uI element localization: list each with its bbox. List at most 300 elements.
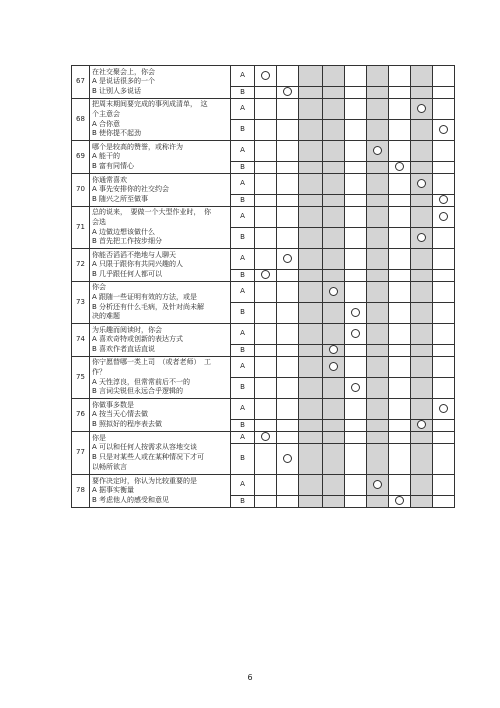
question-line: 为乐趣而阅读时，你会: [92, 325, 162, 334]
question-line: 哪个是较高的赞誉，或称许为: [92, 142, 183, 151]
answer-cell[interactable]: [433, 141, 455, 162]
answer-cell[interactable]: [345, 162, 367, 174]
answer-cell[interactable]: [255, 357, 277, 378]
answer-cell[interactable]: [433, 399, 455, 420]
answer-cell[interactable]: [255, 120, 277, 141]
circle-mark-icon: [351, 308, 360, 317]
question-line: 作？: [92, 367, 106, 376]
question-line: 决的难题: [92, 312, 120, 321]
answer-cell[interactable]: [255, 475, 277, 496]
answer-cell[interactable]: [389, 66, 411, 87]
answer-cell[interactable]: [277, 475, 299, 496]
option-label: A: [231, 249, 255, 270]
answer-cell[interactable]: [345, 378, 367, 399]
circle-mark-icon: [439, 404, 448, 413]
answer-cell[interactable]: [255, 420, 277, 432]
option-label: B: [231, 303, 255, 324]
answer-cell[interactable]: [277, 162, 299, 174]
question-line: B 喜欢作者直话直说: [92, 344, 156, 353]
answer-cell[interactable]: [299, 270, 323, 282]
answer-cell[interactable]: [323, 432, 345, 444]
answer-cell[interactable]: [277, 270, 299, 282]
page-number: 6: [247, 673, 253, 682]
answer-cell[interactable]: [299, 174, 323, 195]
answer-cell[interactable]: [255, 378, 277, 399]
option-label: A: [231, 141, 255, 162]
answer-cell[interactable]: [433, 174, 455, 195]
question-line: 你会: [92, 283, 106, 292]
question-line: A 据事实衡量: [92, 486, 135, 495]
circle-mark-icon: [283, 454, 292, 463]
circle-mark-icon: [351, 329, 360, 338]
answer-cell[interactable]: [323, 357, 345, 378]
question-line: 你做事多数是: [92, 400, 134, 409]
answer-cell[interactable]: [411, 141, 433, 162]
answer-cell[interactable]: [345, 120, 367, 141]
question-text: [90, 324, 231, 357]
question-row: [72, 432, 455, 444]
answer-cell[interactable]: [277, 496, 299, 508]
answer-cell[interactable]: [255, 432, 277, 444]
answer-cell[interactable]: [367, 282, 389, 303]
answer-cell[interactable]: [299, 282, 323, 303]
question-row: [72, 174, 455, 195]
answer-cell[interactable]: [411, 444, 433, 475]
answer-cell[interactable]: [367, 444, 389, 475]
answer-cell[interactable]: [323, 303, 345, 324]
question-row: [72, 399, 455, 420]
answer-cell[interactable]: [323, 249, 345, 270]
answer-cell[interactable]: [277, 99, 299, 120]
answer-cell[interactable]: [299, 162, 323, 174]
answer-cell[interactable]: [299, 324, 323, 345]
question-line: 会选: [92, 217, 106, 226]
answer-cell[interactable]: [255, 303, 277, 324]
question-number: 68: [72, 99, 90, 141]
answer-cell[interactable]: [367, 207, 389, 228]
option-label: B: [231, 162, 255, 174]
answer-cell[interactable]: [433, 162, 455, 174]
answer-cell[interactable]: [345, 249, 367, 270]
answer-cell[interactable]: [367, 66, 389, 87]
answer-cell[interactable]: [389, 303, 411, 324]
question-line: B 首先把工作按步细分: [92, 237, 163, 246]
answer-cell[interactable]: [345, 207, 367, 228]
answer-cell[interactable]: [255, 162, 277, 174]
answer-cell[interactable]: [411, 174, 433, 195]
answer-cell[interactable]: [323, 496, 345, 508]
answer-cell[interactable]: [389, 496, 411, 508]
answer-cell[interactable]: [389, 432, 411, 444]
question-line: A 事先安排你的社交约会: [92, 185, 170, 194]
question-line: 你是: [92, 433, 106, 442]
answer-cell[interactable]: [277, 249, 299, 270]
answer-cell[interactable]: [411, 195, 433, 207]
answer-cell[interactable]: [345, 303, 367, 324]
question-number: 72: [72, 249, 90, 282]
answer-cell[interactable]: [389, 399, 411, 420]
answer-cell[interactable]: [255, 87, 277, 99]
circle-mark-icon: [283, 87, 292, 96]
answer-cell[interactable]: [411, 357, 433, 378]
question-line: A 合你意: [92, 119, 121, 128]
question-number: 71: [72, 207, 90, 249]
answer-cell[interactable]: [367, 475, 389, 496]
question-number: 70: [72, 174, 90, 207]
question-row: [72, 207, 455, 228]
answer-cell[interactable]: [299, 249, 323, 270]
answer-cell[interactable]: [323, 270, 345, 282]
question-row: [72, 324, 455, 345]
answer-cell[interactable]: [255, 99, 277, 120]
question-text: [90, 282, 231, 324]
answer-cell[interactable]: [277, 141, 299, 162]
option-label: A: [231, 357, 255, 378]
answer-cell[interactable]: [277, 66, 299, 87]
answer-cell[interactable]: [433, 99, 455, 120]
answer-cell[interactable]: [411, 270, 433, 282]
option-label: B: [231, 496, 255, 508]
answer-cell[interactable]: [255, 399, 277, 420]
answer-cell[interactable]: [367, 357, 389, 378]
answer-cell[interactable]: [345, 195, 367, 207]
answer-cell[interactable]: [389, 444, 411, 475]
answer-cell[interactable]: [367, 399, 389, 420]
answer-cell[interactable]: [323, 345, 345, 357]
answer-cell[interactable]: [323, 207, 345, 228]
answer-cell[interactable]: [345, 174, 367, 195]
answer-cell[interactable]: [367, 324, 389, 345]
answer-cell[interactable]: [345, 324, 367, 345]
answer-cell[interactable]: [389, 99, 411, 120]
answer-cell[interactable]: [299, 141, 323, 162]
question-line: A 天性淳良，但常常前后不一的: [92, 377, 191, 386]
questionnaire-table: [71, 65, 455, 508]
answer-cell[interactable]: [299, 420, 323, 432]
question-text: [90, 249, 231, 282]
circle-mark-icon: [373, 480, 382, 489]
answer-cell[interactable]: [367, 249, 389, 270]
answer-cell[interactable]: [255, 207, 277, 228]
answer-cell[interactable]: [433, 345, 455, 357]
answer-cell[interactable]: [277, 444, 299, 475]
answer-cell[interactable]: [299, 378, 323, 399]
circle-mark-icon: [261, 432, 270, 441]
answer-cell[interactable]: [389, 378, 411, 399]
answer-cell[interactable]: [345, 420, 367, 432]
answer-cell[interactable]: [411, 399, 433, 420]
question-text: [90, 432, 231, 475]
question-line: 总的说来， 要做一个大型作业时， 你: [92, 208, 211, 217]
option-label: B: [231, 87, 255, 99]
answer-cell[interactable]: [345, 496, 367, 508]
answer-cell[interactable]: [277, 303, 299, 324]
answer-cell[interactable]: [367, 270, 389, 282]
answer-cell[interactable]: [323, 99, 345, 120]
answer-cell[interactable]: [345, 357, 367, 378]
answer-cell[interactable]: [255, 496, 277, 508]
answer-cell[interactable]: [433, 195, 455, 207]
answer-cell[interactable]: [299, 496, 323, 508]
question-line: B 富有同情心: [92, 161, 135, 170]
answer-cell[interactable]: [277, 228, 299, 249]
answer-cell[interactable]: [323, 162, 345, 174]
answer-cell[interactable]: [367, 162, 389, 174]
question-number: 73: [72, 282, 90, 324]
question-line: A 按当天心情去做: [92, 410, 149, 419]
answer-cell[interactable]: [345, 282, 367, 303]
answer-cell[interactable]: [345, 141, 367, 162]
question-line: 在社交聚会上，你会: [92, 67, 155, 76]
answer-cell[interactable]: [255, 270, 277, 282]
answer-cell[interactable]: [433, 120, 455, 141]
answer-cell[interactable]: [411, 378, 433, 399]
answer-cell[interactable]: [433, 378, 455, 399]
answer-cell[interactable]: [389, 87, 411, 99]
answer-cell[interactable]: [277, 195, 299, 207]
answer-cell[interactable]: [345, 228, 367, 249]
answer-cell[interactable]: [433, 357, 455, 378]
answer-cell[interactable]: [411, 87, 433, 99]
question-row: [72, 282, 455, 303]
question-line: B 几乎跟任何人都可以: [92, 269, 163, 278]
option-label: A: [231, 399, 255, 420]
answer-cell[interactable]: [389, 324, 411, 345]
question-line: B 使你提不起劲: [92, 129, 142, 138]
answer-cell[interactable]: [277, 207, 299, 228]
answer-cell[interactable]: [299, 99, 323, 120]
circle-mark-icon: [395, 496, 404, 505]
answer-cell[interactable]: [367, 378, 389, 399]
answer-cell[interactable]: [389, 207, 411, 228]
answer-cell[interactable]: [323, 282, 345, 303]
question-text: [90, 66, 231, 99]
circle-mark-icon: [329, 287, 338, 296]
question-row: [72, 141, 455, 162]
question-line: 你宁愿替哪一类上司 （或者老师） 工: [92, 358, 211, 367]
answer-cell[interactable]: [389, 174, 411, 195]
answer-cell[interactable]: [255, 249, 277, 270]
answer-cell[interactable]: [367, 228, 389, 249]
answer-cell[interactable]: [367, 174, 389, 195]
question-line: A 是说话很多的一个: [92, 77, 156, 86]
circle-mark-icon: [417, 179, 426, 188]
answer-cell[interactable]: [255, 66, 277, 87]
answer-cell[interactable]: [389, 141, 411, 162]
answer-cell[interactable]: [255, 324, 277, 345]
answer-cell[interactable]: [277, 432, 299, 444]
answer-cell[interactable]: [345, 66, 367, 87]
answer-cell[interactable]: [255, 444, 277, 475]
answer-cell[interactable]: [277, 87, 299, 99]
answer-cell[interactable]: [323, 324, 345, 345]
answer-cell[interactable]: [323, 228, 345, 249]
answer-cell[interactable]: [433, 270, 455, 282]
answer-cell[interactable]: [299, 399, 323, 420]
answer-cell[interactable]: [299, 345, 323, 357]
answer-cell[interactable]: [277, 282, 299, 303]
answer-cell[interactable]: [433, 87, 455, 99]
option-label: B: [231, 444, 255, 475]
answer-cell[interactable]: [299, 303, 323, 324]
answer-cell[interactable]: [411, 66, 433, 87]
question-number: 74: [72, 324, 90, 357]
answer-cell[interactable]: [299, 475, 323, 496]
answer-cell[interactable]: [389, 282, 411, 303]
answer-cell[interactable]: [411, 228, 433, 249]
answer-cell[interactable]: [389, 270, 411, 282]
answer-cell[interactable]: [433, 303, 455, 324]
answer-cell[interactable]: [389, 357, 411, 378]
answer-cell[interactable]: [367, 420, 389, 432]
answer-cell[interactable]: [433, 249, 455, 270]
answer-cell[interactable]: [299, 87, 323, 99]
answer-cell[interactable]: [255, 345, 277, 357]
answer-cell[interactable]: [277, 378, 299, 399]
answer-cell[interactable]: [433, 432, 455, 444]
answer-cell[interactable]: [433, 324, 455, 345]
answer-cell[interactable]: [411, 207, 433, 228]
question-row: [72, 99, 455, 120]
answer-cell[interactable]: [323, 174, 345, 195]
answer-cell[interactable]: [367, 141, 389, 162]
answer-cell[interactable]: [367, 120, 389, 141]
answer-cell[interactable]: [433, 444, 455, 475]
option-label: A: [231, 207, 255, 228]
answer-cell[interactable]: [411, 99, 433, 120]
answer-cell[interactable]: [367, 99, 389, 120]
answer-cell[interactable]: [345, 99, 367, 120]
answer-cell[interactable]: [277, 420, 299, 432]
answer-cell[interactable]: [411, 282, 433, 303]
answer-cell[interactable]: [277, 324, 299, 345]
answer-cell[interactable]: [433, 496, 455, 508]
answer-cell[interactable]: [323, 141, 345, 162]
answer-cell[interactable]: [433, 207, 455, 228]
answer-cell[interactable]: [277, 174, 299, 195]
answer-cell[interactable]: [299, 120, 323, 141]
answer-cell[interactable]: [299, 432, 323, 444]
answer-cell[interactable]: [389, 345, 411, 357]
question-text: [90, 174, 231, 207]
question-number: 75: [72, 357, 90, 399]
answer-cell[interactable]: [433, 282, 455, 303]
answer-cell[interactable]: [367, 496, 389, 508]
answer-cell[interactable]: [411, 432, 433, 444]
answer-cell[interactable]: [367, 432, 389, 444]
circle-mark-icon: [373, 146, 382, 155]
answer-cell[interactable]: [277, 120, 299, 141]
answer-cell[interactable]: [299, 444, 323, 475]
answer-cell[interactable]: [411, 496, 433, 508]
answer-cell[interactable]: [323, 444, 345, 475]
answer-cell[interactable]: [323, 475, 345, 496]
answer-cell[interactable]: [299, 357, 323, 378]
answer-cell[interactable]: [323, 399, 345, 420]
answer-cell[interactable]: [389, 228, 411, 249]
answer-cell[interactable]: [345, 475, 367, 496]
answer-cell[interactable]: [299, 195, 323, 207]
answer-cell[interactable]: [255, 195, 277, 207]
answer-cell[interactable]: [433, 420, 455, 432]
circle-mark-icon: [417, 233, 426, 242]
answer-cell[interactable]: [345, 444, 367, 475]
answer-cell[interactable]: [411, 162, 433, 174]
answer-cell[interactable]: [277, 357, 299, 378]
answer-cell[interactable]: [323, 66, 345, 87]
question-text: [90, 99, 231, 141]
answer-cell[interactable]: [277, 345, 299, 357]
option-label: B: [231, 345, 255, 357]
answer-cell[interactable]: [411, 420, 433, 432]
answer-cell[interactable]: [389, 162, 411, 174]
answer-cell[interactable]: [433, 66, 455, 87]
answer-cell[interactable]: [411, 249, 433, 270]
option-label: B: [231, 195, 255, 207]
question-number: 76: [72, 399, 90, 432]
answer-cell[interactable]: [299, 228, 323, 249]
answer-cell[interactable]: [411, 475, 433, 496]
answer-cell[interactable]: [323, 378, 345, 399]
answer-cell[interactable]: [389, 195, 411, 207]
answer-cell[interactable]: [345, 345, 367, 357]
answer-cell[interactable]: [323, 87, 345, 99]
answer-cell[interactable]: [255, 141, 277, 162]
answer-cell[interactable]: [433, 228, 455, 249]
question-text: [90, 207, 231, 249]
question-line: 你通常喜欢: [92, 175, 127, 184]
answer-cell[interactable]: [367, 87, 389, 99]
answer-cell[interactable]: [389, 120, 411, 141]
question-line: A 只限于跟你有共同兴趣的人: [92, 260, 184, 269]
answer-cell[interactable]: [255, 228, 277, 249]
answer-cell[interactable]: [299, 207, 323, 228]
answer-cell[interactable]: [323, 120, 345, 141]
answer-cell[interactable]: [411, 303, 433, 324]
answer-cell[interactable]: [433, 475, 455, 496]
answer-cell[interactable]: [345, 87, 367, 99]
answer-cell[interactable]: [367, 195, 389, 207]
question-line: B 只是对某些人或在某种情况下才可: [92, 453, 205, 461]
question-line: A 边做边想该做什么: [92, 227, 156, 236]
question-line: B 分析还有什么毛病，及针对尚未解: [92, 302, 205, 311]
answer-cell[interactable]: [345, 432, 367, 444]
answer-cell[interactable]: [411, 345, 433, 357]
answer-cell[interactable]: [323, 420, 345, 432]
answer-cell[interactable]: [345, 270, 367, 282]
answer-cell[interactable]: [411, 120, 433, 141]
question-text: [90, 399, 231, 432]
answer-cell[interactable]: [255, 282, 277, 303]
answer-cell[interactable]: [367, 345, 389, 357]
question-number: 78: [72, 475, 90, 508]
answer-cell[interactable]: [411, 324, 433, 345]
question-line: B 照拟好的程序表去做: [92, 419, 163, 428]
answer-cell[interactable]: [389, 420, 411, 432]
answer-cell[interactable]: [299, 66, 323, 87]
option-label: A: [231, 432, 255, 444]
answer-cell[interactable]: [367, 303, 389, 324]
question-line: 以畅所欲言: [92, 462, 127, 471]
answer-cell[interactable]: [277, 399, 299, 420]
option-label: A: [231, 66, 255, 87]
answer-cell[interactable]: [323, 195, 345, 207]
answer-cell[interactable]: [345, 399, 367, 420]
answer-cell[interactable]: [389, 249, 411, 270]
answer-cell[interactable]: [389, 475, 411, 496]
answer-cell[interactable]: [255, 174, 277, 195]
option-label: A: [231, 99, 255, 120]
